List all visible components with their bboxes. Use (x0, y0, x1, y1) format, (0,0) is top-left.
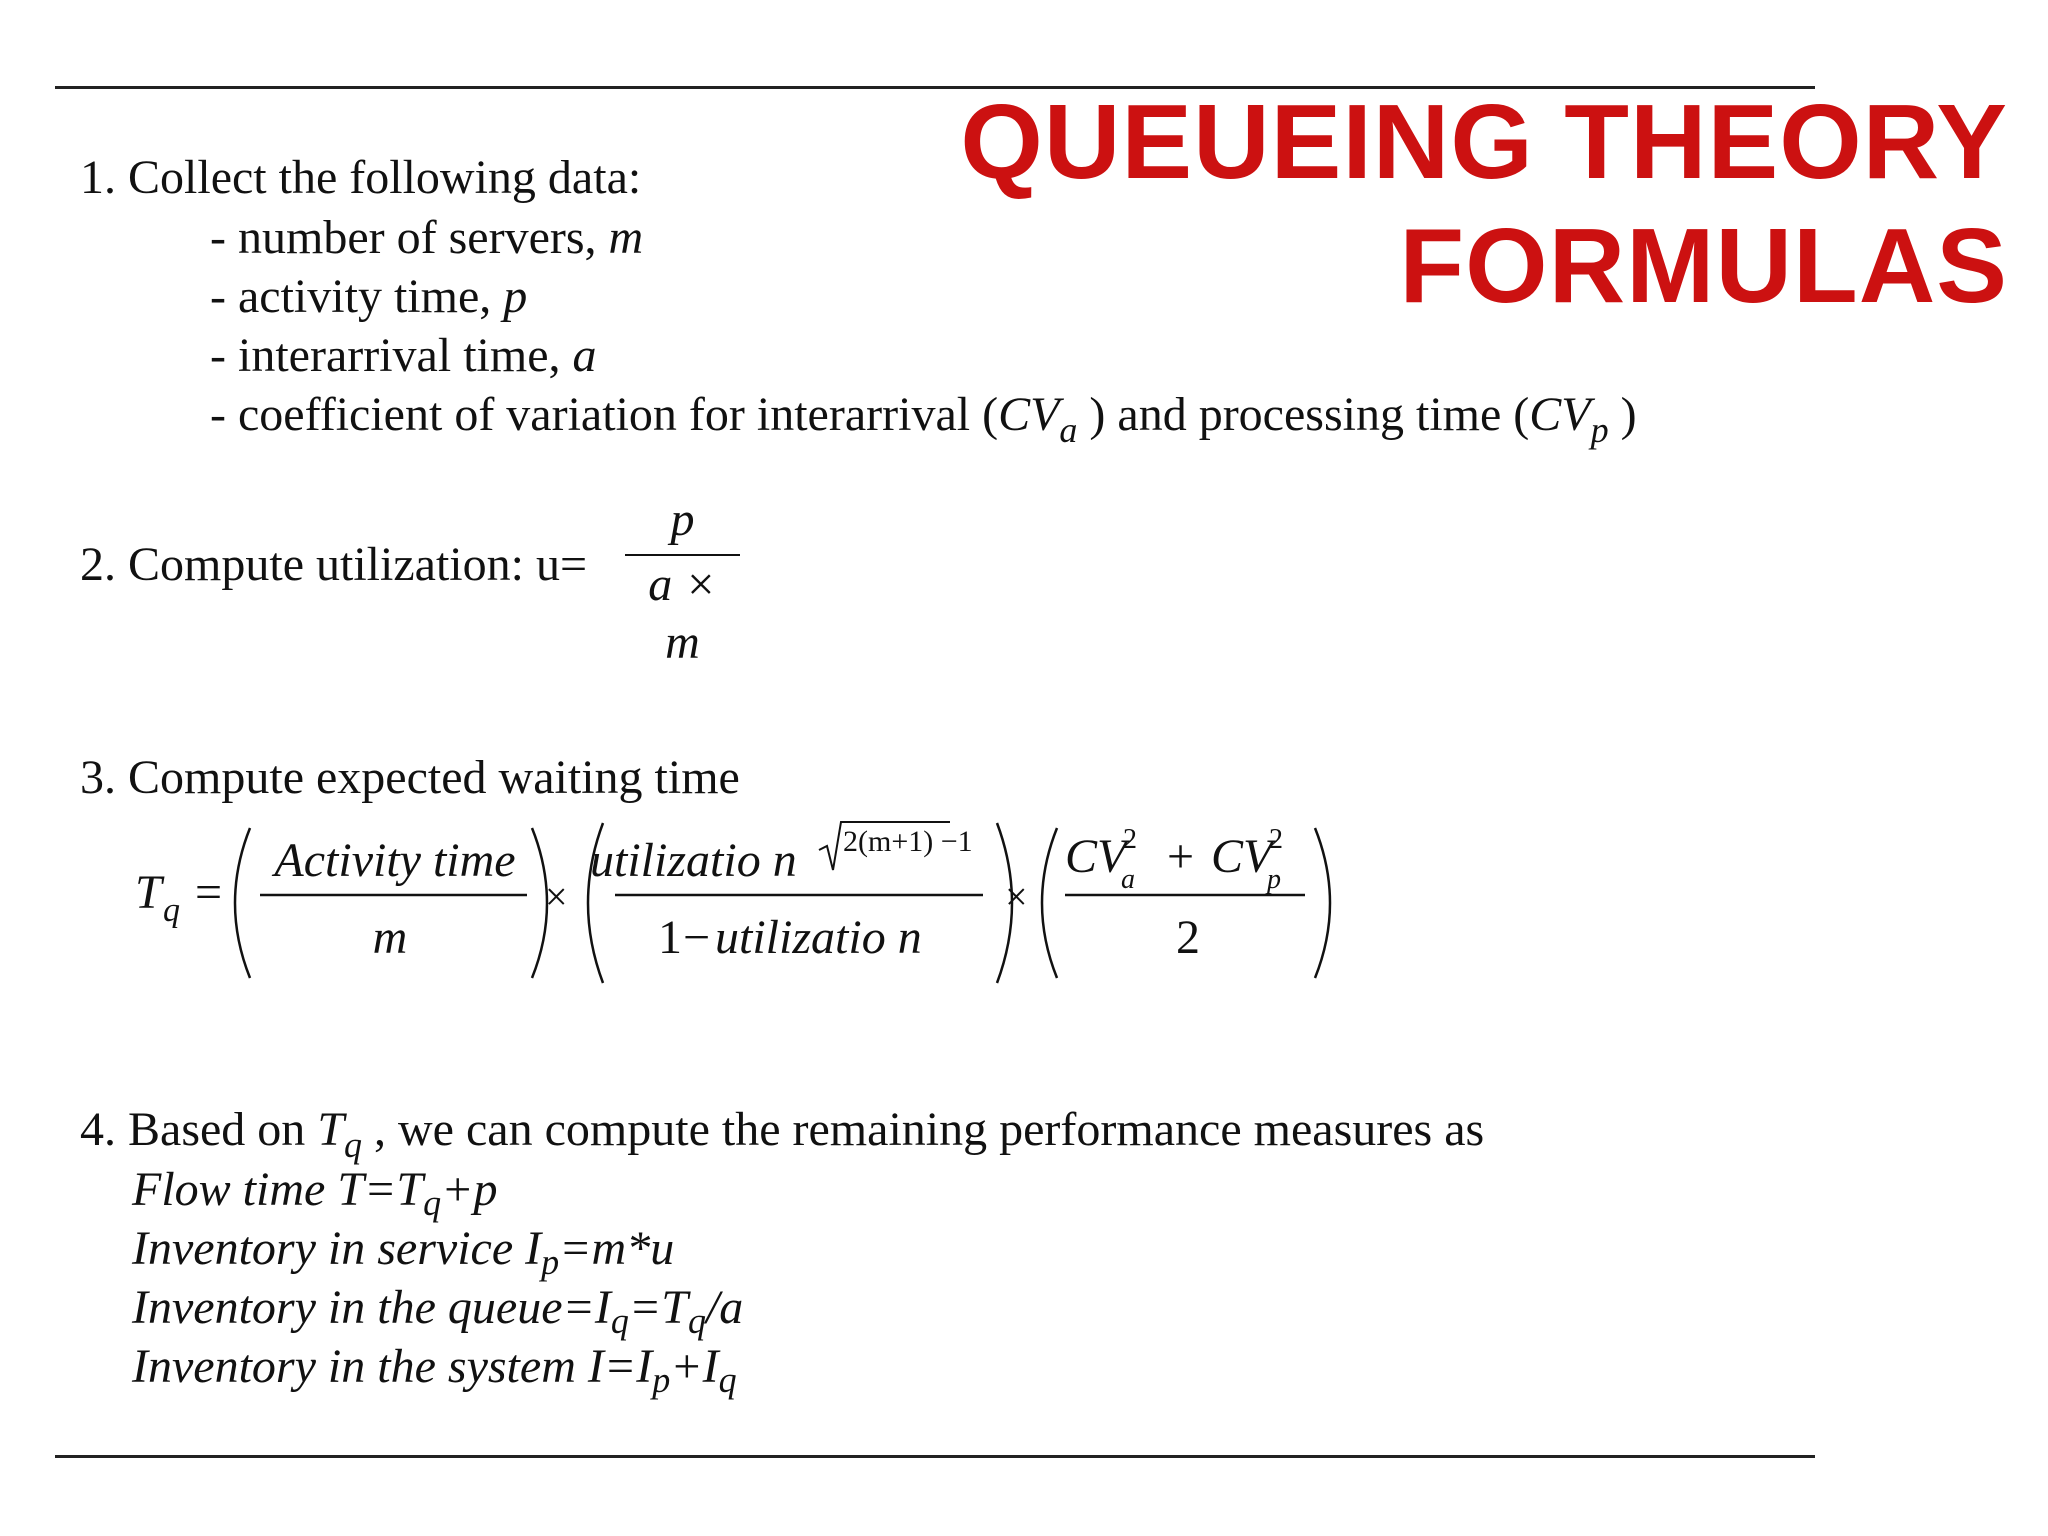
step4-intro: 4. Based on $T_q$ , we can compute the remaining performance measures as (80, 1103, 1485, 1165)
result-inventory-service: Inventory in service $I_p=m*u$ (132, 1222, 675, 1282)
f2-den-minus: − (683, 911, 711, 964)
f3-sq-p: 2 (1269, 824, 1283, 855)
f3-denominator: 2 (1176, 911, 1200, 964)
f1-numerator: Activity time (274, 834, 516, 887)
result-flow-time: Flow time $T=T_q+p$ (132, 1163, 498, 1223)
step2-heading: 2. Compute utilization: u= (80, 538, 588, 591)
result-inventory-system: Inventory in the system $I=I_p+I_q$ (132, 1340, 737, 1400)
utilization-denominator: a × m (648, 558, 717, 669)
paren-left-3 (1042, 828, 1057, 978)
f3-cv-a: CV (1065, 830, 1127, 883)
data-item-interarrival: - interarrival time, a (210, 329, 597, 382)
f1-denominator: m (372, 911, 408, 964)
data-item-activity-time: - activity time, p (210, 270, 528, 323)
f2-numerator: utilizatio n (590, 834, 797, 887)
formula-equals: = (195, 866, 223, 919)
f2-denominator: utilizatio n (715, 911, 922, 964)
utilization-fraction (625, 490, 740, 672)
bottom-rule (55, 1455, 1815, 1458)
f3-cv-p: CV (1211, 830, 1273, 883)
utilization-numerator: p (670, 493, 695, 546)
f3-sub-a: a (1121, 864, 1135, 895)
paren-right-3 (1315, 828, 1330, 978)
title-line-2: FORMULAS (1399, 207, 2008, 325)
waiting-time-formula (125, 808, 1385, 998)
step3-heading: 3. Compute expected waiting time (80, 751, 740, 804)
times-1: × (545, 874, 568, 919)
formula-lhs-sub: q (163, 892, 180, 929)
result-inventory-queue: Inventory in the $queue=I_q=T_q/a$ (132, 1281, 744, 1341)
f3-sq-a: 2 (1123, 824, 1137, 855)
formula-lhs: T (135, 866, 162, 919)
f2-exponent: 2(m+1) −1 (843, 825, 973, 858)
data-item-coefficient-variation: - coefficient of variation for interarrival ($CV_a$ ) and processing time ($CV_p$ ) (210, 388, 1637, 450)
paren-left-1 (235, 828, 250, 978)
f2-den-one: 1 (658, 911, 682, 964)
f3-plus: + (1167, 830, 1195, 883)
times-2: × (1005, 874, 1028, 919)
step1-heading: 1. Collect the following data: (80, 151, 642, 204)
title-line-1: QUEUEING THEORY (960, 83, 2008, 201)
page-title (960, 80, 2008, 328)
data-item-servers: - number of servers, m (210, 211, 644, 264)
f3-sub-p: p (1267, 864, 1281, 895)
